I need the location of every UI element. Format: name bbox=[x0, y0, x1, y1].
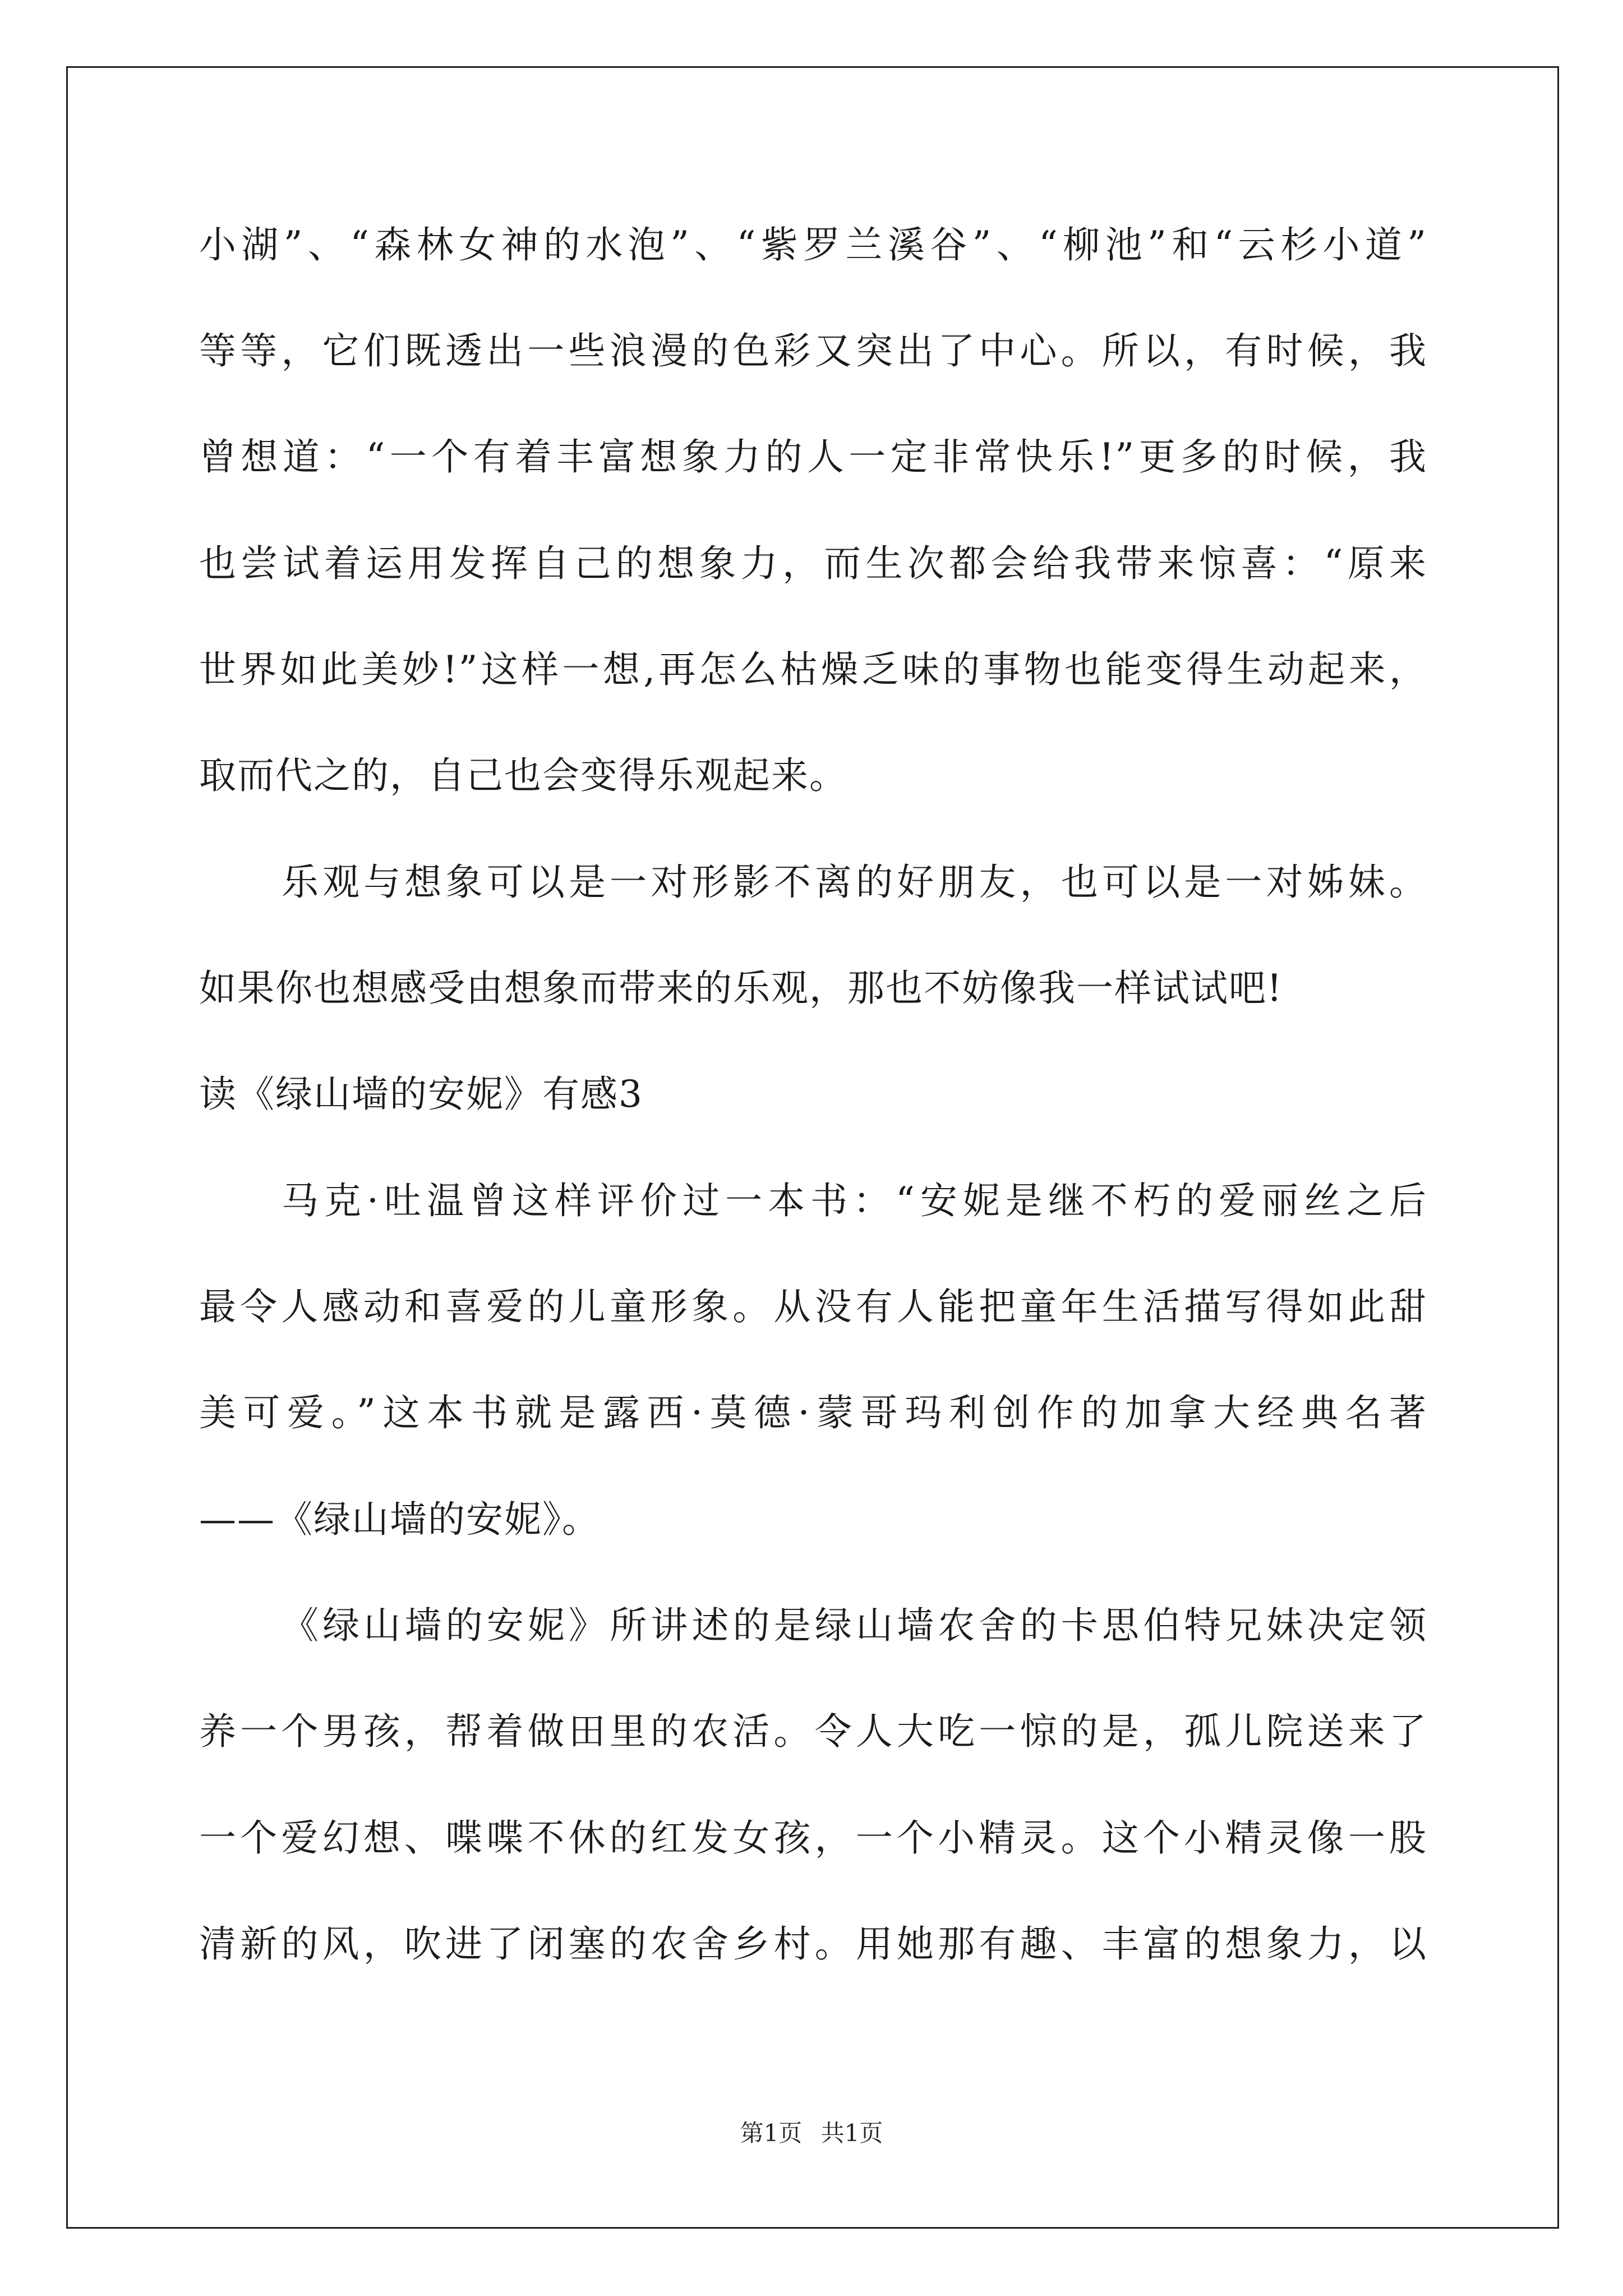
paragraph-line: 马克·吐温曾这样评价过一本书：“安妮是继不朽的爱丽丝之后 bbox=[282, 1179, 1427, 1222]
section-heading: 读《绿山墙的安妮》有感3 bbox=[199, 1073, 643, 1116]
paragraph-line: 最令人感动和喜爱的儿童形象。从没有人能把童年生活描写得如此甜 bbox=[199, 1285, 1427, 1328]
paragraph-line: 美可爱。”这本书就是露西·莫德·蒙哥玛利创作的加拿大经典名著 bbox=[199, 1391, 1427, 1434]
paragraph-line: 等等，它们既透出一些浪漫的色彩又突出了中心。所以，有时候，我 bbox=[199, 329, 1427, 372]
paragraph-line: 养一个男孩，帮着做田里的农活。令人大吃一惊的是，孤儿院送来了 bbox=[199, 1710, 1427, 1753]
paragraph-line: 小湖”、“森林女神的水泡”、“紫罗兰溪谷”、“柳池”和“云杉小道” bbox=[199, 223, 1427, 266]
paragraph-line: 世界如此美妙!”这样一想,再怎么枯燥乏味的事物也能变得生动起来， bbox=[199, 648, 1427, 691]
page-border bbox=[66, 66, 1559, 2229]
paragraph-line: 曾想道：“一个有着丰富想象力的人一定非常快乐!”更多的时候，我 bbox=[199, 435, 1427, 478]
paragraph-line: 乐观与想象可以是一对形影不离的好朋友，也可以是一对姊妹。 bbox=[282, 861, 1427, 904]
paragraph-line: 一个爱幻想、喋喋不休的红发女孩，一个小精灵。这个小精灵像一股 bbox=[199, 1816, 1427, 1860]
paragraph-line: 《绿山墙的安妮》所讲述的是绿山墙农舍的卡思伯特兄妹决定领 bbox=[282, 1604, 1427, 1647]
paragraph-line: 也尝试着运用发挥自己的想象力，而生次都会给我带来惊喜：“原来 bbox=[199, 542, 1427, 585]
paragraph-line: 清新的风，吹进了闭塞的农舍乡村。用她那有趣、丰富的想象力，以 bbox=[199, 1922, 1427, 1966]
page-footer bbox=[0, 2119, 1623, 2147]
paragraph-line: 如果你也想感受由想象而带来的乐观，那也不妨像我一样试试吧! bbox=[199, 967, 1283, 1010]
paragraph-line: 取而代之的，自己也会变得乐观起来。 bbox=[199, 754, 847, 797]
page-total: 共1页 bbox=[820, 2119, 883, 2147]
paragraph-line: ——《绿山墙的安妮》。 bbox=[199, 1498, 600, 1541]
page-number: 第1页 bbox=[740, 2119, 803, 2147]
